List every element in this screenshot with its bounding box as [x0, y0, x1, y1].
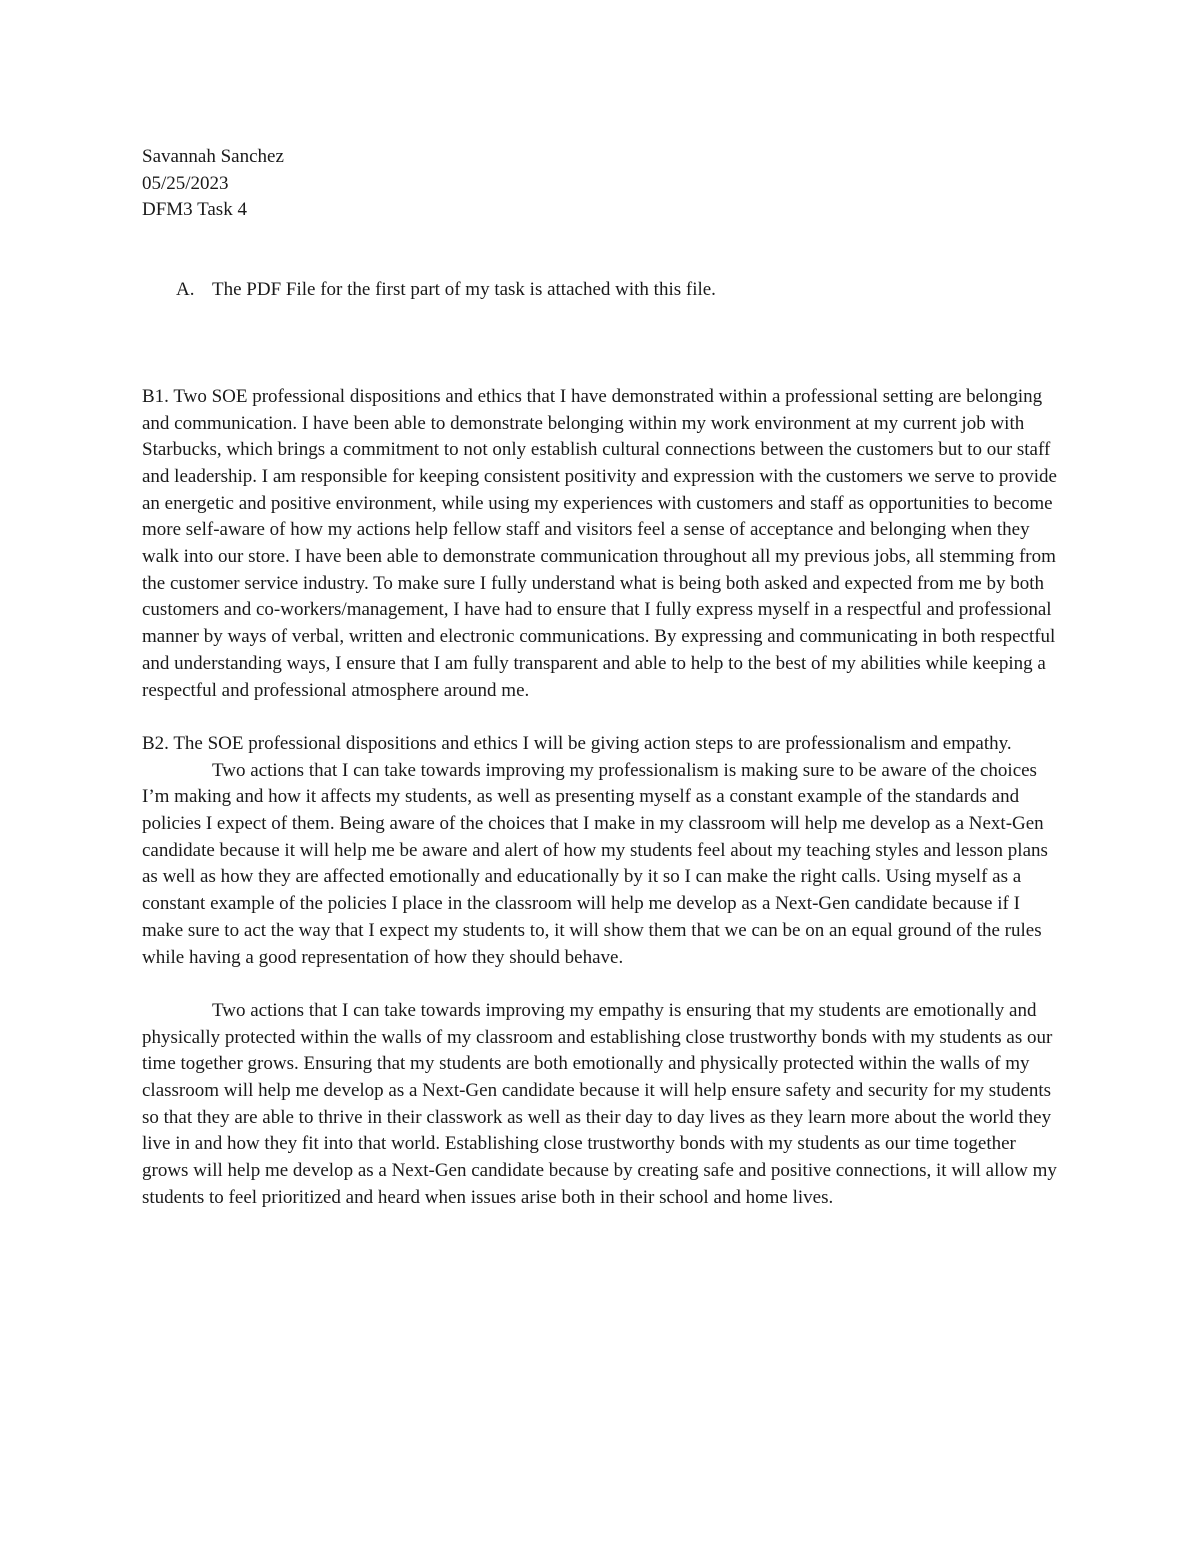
- document-date: 05/25/2023: [142, 172, 229, 194]
- section-a-text: The PDF File for the first part of my task is attached with this file.: [212, 279, 716, 301]
- document-body: [142, 144, 1058, 1212]
- section-b2-empathy-paragraph: Two actions that I can take towards improving my empathy is ensuring that my students are emotionally and physically protected within the walls of my classroom and establishing close trustworthy bonds with my students as our time together grows. Ensuring that my students are both emotionally and physically protected within the walls of my classroom will help me develop as a Next-Gen candidate because it will help ensure safety and security for my students so that they are able to thrive in their classwork as well as their day to day lives as they learn more about the world they live in and how they fit into that world. Establishing close trustworthy bonds with my students as our time together grows will help me develop as a Next-Gen candidate because by creating safe and positive connections, it will allow my students to feel prioritized and heard when issues arise both in their school and home lives.: [142, 999, 1057, 1208]
- section-a-item: [142, 277, 1058, 304]
- author-name: Savannah Sanchez: [142, 146, 284, 167]
- section-b1-paragraph: B1. Two SOE professional dispositions and ethics that I have demonstrated within a professional setting are belonging and communication. I have been able to demonstrate belonging within my work environment at my current job with Starbucks, which brings a commitment to not only establish cultural connections between the customers but to our staff and leadership. I am responsible for keeping consistent positivity and expression with the customers we serve to provide an energetic and positive environment, while using my experiences with customers and staff as opportunities to become more self-aware of how my actions help fellow staff and visitors feel a sense of acceptance and belonging when they walk into our store. I have been able to demonstrate communication throughout all my previous jobs, all stemming from the customer service industry. To make sure I fully understand what is being both asked and expected from me by both customers and co-workers/management, I have had to ensure that I fully express myself in a respectful and professional manner by ways of verbal, written and electronic communications. By expressing and communicating in both respectful and understanding ways, I ensure that I am fully transparent and able to help to the best of my abilities while keeping a respectful and professional atmosphere around me.: [142, 385, 1057, 701]
- list-marker: A.: [176, 279, 195, 301]
- section-b2-intro: B2. The SOE professional dispositions and ethics I will be giving action steps to are professionalism and empathy.: [142, 732, 1012, 754]
- task-title: DFM3 Task 4: [142, 199, 247, 221]
- section-b2-professionalism-paragraph: Two actions that I can take towards improving my professionalism is making sure to be aware of the choices I’m making and how it affects my students, as well as presenting myself as a constant example of the standards and policies I expect of them. Being aware of the choices that I make in my classroom will help me develop as a Next-Gen candidate because it will help me be aware and alert of how my students feel about my teaching styles and lesson plans as well as how they are affected emotionally and educationally by it so I can make the right calls. Using myself as a constant example of the policies I place in the classroom will help me develop as a Next-Gen candidate because if I make sure to act the way that I expect my students to, it will show them that we can be on an equal ground of the rules while having a good representation of how they should behave.: [142, 759, 1048, 968]
